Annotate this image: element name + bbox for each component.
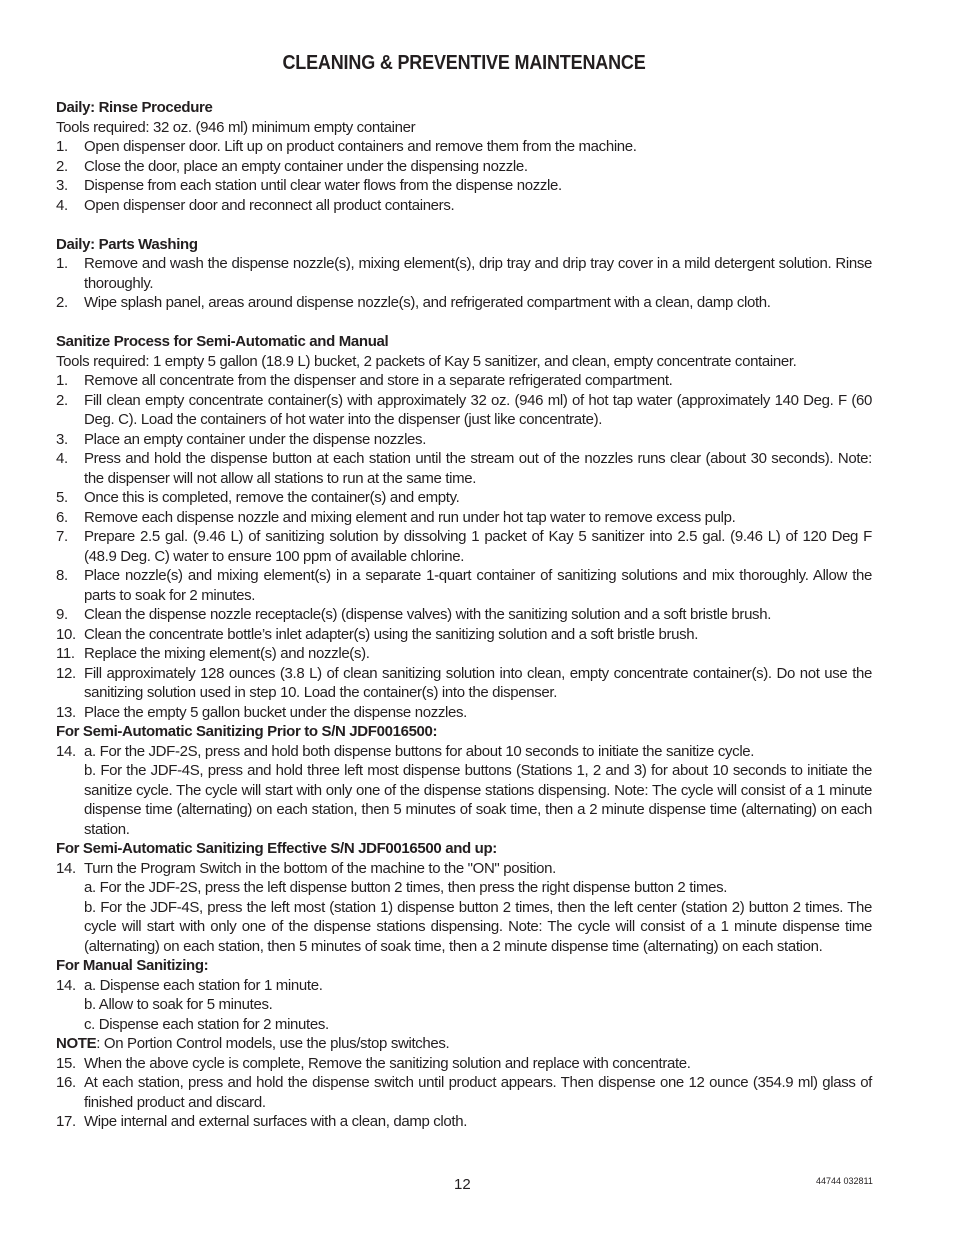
rinse-steps [56, 137, 872, 215]
note [56, 1034, 872, 1054]
list-item [56, 859, 872, 957]
item-text: Remove all concentrate from the dispenser and store in a separate refrigerated compartment. [84, 372, 673, 389]
effective-heading: For Semi-Automatic Sanitizing Effective S/N JDF0016500 and up: [56, 840, 497, 857]
item-text: Close the door, place an empty container under the dispensing nozzle. [84, 157, 528, 175]
list-item [56, 137, 872, 157]
sanitize-steps [56, 371, 872, 722]
parts-steps [56, 254, 872, 313]
list-item [56, 488, 872, 508]
effective-step-main: Turn the Program Switch in the bottom of the machine to the "ON" position. [84, 859, 556, 877]
rinse-heading: Daily: Rinse Procedure [56, 99, 213, 116]
item-number: 7. [56, 528, 68, 545]
list-item [56, 976, 872, 1035]
final-steps [56, 1054, 872, 1132]
document-page [56, 52, 872, 1132]
document-code: 44744 032811 [816, 1176, 873, 1186]
note-label: NOTE [56, 1035, 97, 1052]
item-number: 3. [56, 430, 68, 448]
list-item [56, 527, 872, 566]
item-text: Wipe splash panel, areas around dispense nozzle(s), and refrigerated compartment with a clean, damp cloth. [84, 294, 771, 311]
item-number: 6. [56, 508, 68, 526]
item-text: Remove and wash the dispense nozzle(s), mixing element(s), drip tray and drip tray cover in a mild detergent solution. Rinse thoroughly. [84, 255, 872, 292]
section-sanitize [56, 332, 872, 1132]
section-parts [56, 235, 872, 313]
rinse-tools: Tools required: 32 oz. (946 ml) minimum empty container [56, 118, 416, 136]
item-text: At each station, press and hold the dispense switch until product appears. Then dispense one 12 ounce (354.9 ml) glass of finished product and discard. [84, 1074, 872, 1111]
list-item [56, 1112, 872, 1132]
item-text: Dispense from each station until clear water flows from the dispense nozzle. [84, 177, 562, 194]
item-text: Place the empty 5 gallon bucket under the dispense nozzles. [84, 703, 467, 721]
item-text: Prepare 2.5 gal. (9.46 L) of sanitizing solution by dissolving 1 packet of Kay 5 sanitizer into 2.5 gal. (9.46 L) of 120 Deg F (48.9 Deg. C) water to ensure 100 ppm of available chlorine. [84, 528, 872, 565]
item-number: 3. [56, 177, 68, 194]
item-number: 2. [56, 391, 68, 409]
item-number: 17. [56, 1113, 76, 1130]
list-item [56, 430, 872, 450]
item-text: Place an empty container under the dispense nozzles. [84, 430, 427, 448]
page-title: CLEANING & PREVENTIVE MAINTENANCE [282, 52, 646, 74]
item-number: 10. [56, 625, 76, 643]
list-item [56, 703, 872, 723]
section-rinse [56, 98, 872, 215]
item-text: Fill clean empty concentrate container(s) with approximately 32 oz. (946 ml) of hot tap water (approximately 140 Deg. F (60 Deg. C). Load the containers of hot water into the dispenser (just like concentrate). [84, 391, 872, 428]
item-number: 2. [56, 157, 68, 175]
item-number: 15. [56, 1054, 76, 1072]
item-number: 1. [56, 255, 68, 272]
parts-heading: Daily: Parts Washing [56, 235, 198, 253]
item-text: Clean the dispense nozzle receptacle(s) (dispense valves) with the sanitizing solution and a soft bristle brush. [84, 606, 772, 623]
list-item [56, 664, 872, 703]
item-number: 9. [56, 606, 68, 623]
list-item [56, 1073, 872, 1112]
item-number: 12. [56, 664, 76, 682]
item-number: 14. [56, 742, 76, 760]
item-text: Open dispenser door. Lift up on product containers and remove them from the machine. [84, 138, 637, 155]
item-number: 4. [56, 450, 68, 467]
item-number: 5. [56, 489, 68, 506]
list-item [56, 742, 872, 840]
list-item [56, 371, 872, 391]
item-text: Once this is completed, remove the container(s) and empty. [84, 489, 460, 506]
manual-step-a: a. Dispense each station for 1 minute. [84, 976, 323, 994]
list-item [56, 293, 872, 313]
item-number: 16. [56, 1074, 76, 1091]
prior-step-a: a. For the JDF-2S, press and hold both dispense buttons for about 10 seconds to initiate the sanitize cycle. [84, 742, 755, 760]
prior-step-b: b. For the JDF-4S, press and hold three left most dispense buttons (Stations 1, 2 and 3) for about 10 seconds to initiate the sanitize cycle. The cycle will start with only one of the dispense stations dispensing. Note: The cycle will consist of a 1 minute dispense time (alternating) on each station, then 5 minutes of soak time, then a 2 minute dispense time (alternating) on each station. [84, 762, 872, 838]
note-text: : On Portion Control models, use the plus/stop switches. [96, 1035, 450, 1052]
list-item [56, 196, 872, 216]
item-number: 1. [56, 372, 68, 389]
item-text: Clean the concentrate bottle’s inlet adapter(s) using the sanitizing solution and a soft bristle brush. [84, 625, 699, 643]
sanitize-heading: Sanitize Process for Semi-Automatic and Manual [56, 333, 389, 350]
list-item [56, 157, 872, 177]
sanitize-tools: Tools required: 1 empty 5 gallon (18.9 L) bucket, 2 packets of Kay 5 sanitizer, and clean, empty concentrate container. [56, 352, 797, 370]
item-number: 2. [56, 294, 68, 311]
item-text: Remove each dispense nozzle and mixing element and run under hot tap water to remove excess pulp. [84, 508, 736, 526]
list-item [56, 605, 872, 625]
manual-heading: For Manual Sanitizing: [56, 957, 209, 974]
item-text: Place nozzle(s) and mixing element(s) in a separate 1-quart container of sanitizing solutions and mix thoroughly. Allow the parts to soak for 2 minutes. [84, 567, 872, 604]
list-item [56, 176, 872, 196]
list-item [56, 644, 872, 664]
manual-step-b: b. Allow to soak for 5 minutes. [84, 996, 273, 1013]
list-item [56, 625, 872, 645]
item-text: Open dispenser door and reconnect all product containers. [84, 196, 455, 214]
item-text: Replace the mixing element(s) and nozzle(s). [84, 645, 370, 662]
item-text: Press and hold the dispense button at each station until the stream out of the nozzles runs clear (about 30 seconds). Note: the dispenser will not allow all stations to run at the same time. [84, 450, 872, 487]
effective-step-b: b. For the JDF-4S, press the left most (station 1) dispense button 2 times, then the left center (station 2) button 2 times. The cycle will start with only one of the dispense stations dispensing. Note: The cycle will consist of a 1 minute dispense time (alternating) on each station, then 5 minutes of soak time, then a 2 minute dispense time (alternating) on each station. [84, 898, 872, 955]
list-item [56, 391, 872, 430]
list-item [56, 254, 872, 293]
item-text: Wipe internal and external surfaces with a clean, damp cloth. [84, 1113, 468, 1130]
item-number: 14. [56, 859, 76, 877]
item-number: 11. [56, 645, 75, 662]
item-text: When the above cycle is complete, Remove the sanitizing solution and replace with concentrate. [84, 1054, 691, 1072]
item-number: 1. [56, 138, 68, 155]
manual-step-c: c. Dispense each station for 2 minutes. [84, 1015, 329, 1033]
prior-heading: For Semi-Automatic Sanitizing Prior to S/N JDF0016500: [56, 723, 438, 740]
page-number: 12 [454, 1176, 471, 1193]
effective-step-a: a. For the JDF-2S, press the left dispense button 2 times, then press the right dispense button 2 times. [84, 879, 728, 896]
item-text: Fill approximately 128 ounces (3.8 L) of clean sanitizing solution into clean, empty concentrate container(s). Do not use the sanitizing solution used in step 10. Load the container(s) into the dispenser. [84, 664, 872, 701]
list-item [56, 566, 872, 605]
item-number: 14. [56, 976, 76, 994]
list-item [56, 508, 872, 528]
list-item [56, 1054, 872, 1074]
list-item [56, 449, 872, 488]
item-number: 4. [56, 196, 68, 214]
item-number: 13. [56, 703, 76, 721]
item-number: 8. [56, 567, 68, 584]
